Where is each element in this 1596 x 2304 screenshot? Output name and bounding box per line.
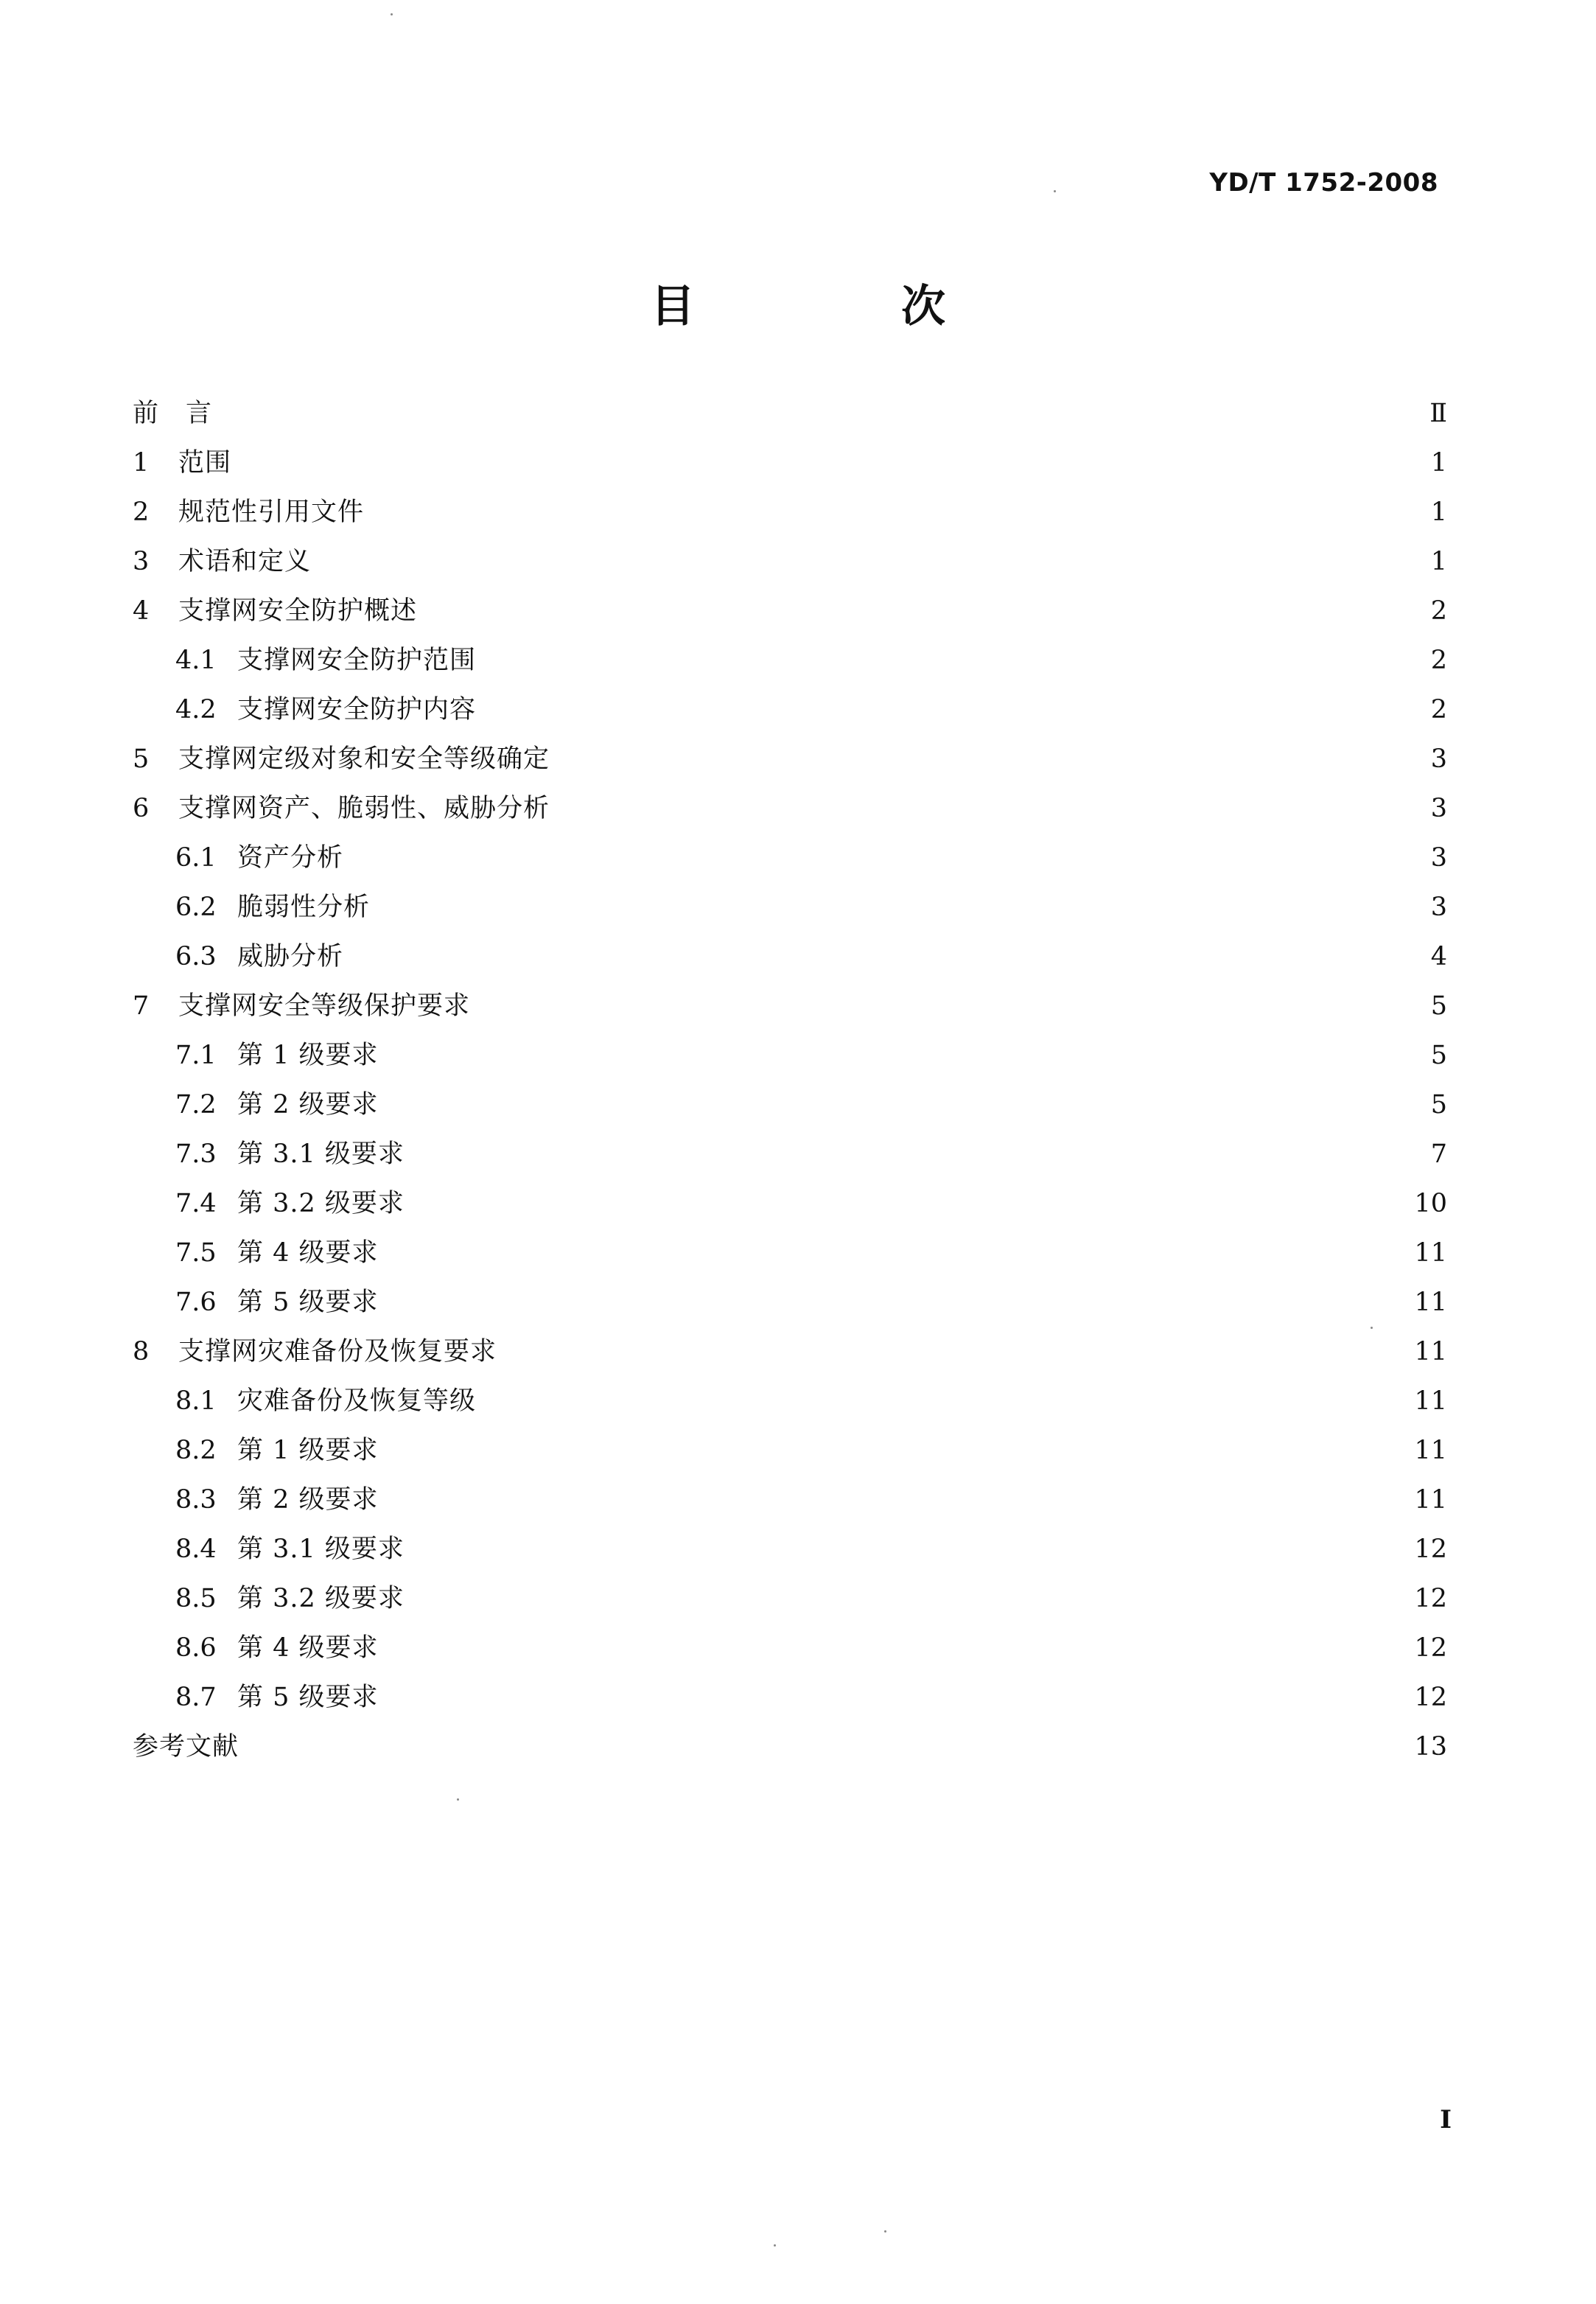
- toc-entry-number: 8.2: [175, 1436, 217, 1465]
- toc-entry[interactable]: [133, 587, 1447, 636]
- toc-entry-page: 3: [1430, 744, 1447, 774]
- dot-leader: [315, 549, 1427, 575]
- toc-entry-number: 8.7: [175, 1683, 217, 1712]
- scan-speck: [391, 13, 393, 15]
- dot-leader: [409, 1142, 1427, 1167]
- toc-entry-title: 第 2 级要求: [237, 1090, 379, 1120]
- toc-entry[interactable]: [133, 883, 1447, 932]
- dot-leader: [243, 1734, 1410, 1760]
- toc-entry-page: 3: [1430, 893, 1447, 922]
- toc-entry-page: 12: [1414, 1535, 1447, 1564]
- toc-entry[interactable]: [133, 1327, 1447, 1377]
- toc-entry-title: 第 3.2 级要求: [237, 1584, 405, 1613]
- toc-entry[interactable]: [133, 1624, 1447, 1673]
- toc-entry-number: 4.1: [175, 646, 217, 675]
- toc-entry-title: 参考文献: [133, 1732, 239, 1762]
- toc-entry-page: 11: [1414, 1436, 1447, 1465]
- toc-entry-title: 第 4 级要求: [237, 1238, 379, 1268]
- dot-leader: [409, 1537, 1410, 1563]
- table-of-contents: [133, 389, 1447, 1772]
- scan-speck: [1054, 190, 1056, 192]
- toc-entry-page: 11: [1414, 1386, 1447, 1416]
- toc-entry-page: 5: [1430, 1090, 1447, 1120]
- dot-leader: [383, 1685, 1410, 1711]
- toc-entry[interactable]: [133, 1574, 1447, 1624]
- toc-entry-number: 8.4: [175, 1535, 217, 1564]
- toc-entry-title: 第 5 级要求: [237, 1683, 379, 1712]
- page-title: 目 次: [651, 281, 1026, 332]
- toc-entry-page: 5: [1430, 991, 1447, 1021]
- toc-entry-number: 8.6: [175, 1633, 217, 1663]
- toc-entry-page: 11: [1414, 1238, 1447, 1268]
- toc-entry-number: 8.3: [175, 1485, 217, 1515]
- toc-entry-page: 10: [1414, 1189, 1447, 1218]
- toc-entry[interactable]: [133, 1130, 1447, 1179]
- toc-entry-page: 3: [1430, 794, 1447, 823]
- toc-entry-page: 11: [1414, 1288, 1447, 1317]
- dot-leader: [480, 1389, 1410, 1414]
- dot-leader: [480, 697, 1427, 723]
- dot-leader: [217, 401, 1425, 427]
- toc-entry-page: 1: [1430, 547, 1447, 576]
- toc-entry-page: 13: [1414, 1732, 1447, 1762]
- toc-entry-number: 7.1: [175, 1041, 217, 1070]
- dot-leader: [475, 994, 1427, 1019]
- toc-entry-page: 12: [1414, 1584, 1447, 1613]
- toc-entry-page: 11: [1414, 1337, 1447, 1366]
- toc-entry-number: 7.5: [175, 1238, 217, 1268]
- toc-entry-number: 6: [133, 794, 150, 823]
- toc-entry-title: 支撑网安全防护概述: [178, 596, 418, 626]
- toc-entry[interactable]: [133, 537, 1447, 587]
- toc-entry-page: 11: [1414, 1485, 1447, 1515]
- dot-leader: [383, 1043, 1427, 1069]
- toc-entry-title: 威胁分析: [237, 942, 344, 971]
- toc-entry[interactable]: [133, 636, 1447, 685]
- toc-entry-number: 8.5: [175, 1584, 217, 1613]
- dot-leader: [383, 1290, 1410, 1316]
- toc-entry-page: 4: [1430, 942, 1447, 971]
- toc-entry-title: 第 1 级要求: [237, 1436, 379, 1465]
- toc-entry[interactable]: [133, 1673, 1447, 1722]
- toc-entry-title: 支撑网灾难备份及恢复要求: [178, 1337, 497, 1366]
- toc-entry-title: 第 2 级要求: [237, 1485, 379, 1515]
- toc-entry[interactable]: [133, 1377, 1447, 1426]
- dot-leader: [480, 648, 1427, 674]
- toc-entry-number: 4.2: [175, 695, 217, 725]
- toc-entry-number: 5: [133, 744, 150, 774]
- toc-entry[interactable]: [133, 784, 1447, 834]
- dot-leader: [501, 1339, 1410, 1365]
- toc-entry[interactable]: [133, 488, 1447, 537]
- toc-entry-number: 7: [133, 991, 150, 1021]
- toc-entry-page: Ⅱ: [1429, 399, 1447, 428]
- toc-entry-title: 支撑网安全等级保护要求: [178, 991, 471, 1021]
- toc-entry-page: 2: [1430, 646, 1447, 675]
- toc-entry-title: 范围: [178, 448, 232, 478]
- toc-entry-number: 7.2: [175, 1090, 217, 1120]
- toc-entry-number: 4: [133, 596, 150, 626]
- toc-entry-number: 7.6: [175, 1288, 217, 1317]
- dot-leader: [383, 1438, 1410, 1464]
- toc-entry-page: 1: [1430, 498, 1447, 527]
- toc-entry-page: 3: [1430, 843, 1447, 873]
- toc-entry[interactable]: [133, 932, 1447, 982]
- toc-entry-number: 8.1: [175, 1386, 217, 1416]
- toc-entry-number: 1: [133, 448, 150, 478]
- toc-entry-title: 灾难备份及恢复等级: [237, 1386, 477, 1416]
- toc-entry[interactable]: [133, 389, 1447, 439]
- dot-leader: [236, 450, 1427, 476]
- toc-entry-page: 2: [1430, 596, 1447, 626]
- dot-leader: [348, 845, 1427, 871]
- toc-entry-page: 1: [1430, 448, 1447, 478]
- scan-speck: [884, 2230, 886, 2233]
- toc-entry-title: 第 1 级要求: [237, 1041, 379, 1070]
- toc-entry-title: 第 4 级要求: [237, 1633, 379, 1663]
- toc-entry-title: 第 3.1 级要求: [237, 1535, 405, 1564]
- toc-entry[interactable]: [133, 1031, 1447, 1081]
- toc-entry-number: 8: [133, 1337, 150, 1366]
- toc-entry-number: 2: [133, 498, 150, 527]
- toc-entry-title: 支撑网资产、脆弱性、威胁分析: [178, 794, 550, 823]
- dot-leader: [554, 796, 1427, 822]
- toc-entry[interactable]: [133, 834, 1447, 883]
- dot-leader: [383, 1092, 1427, 1118]
- dot-leader: [383, 1487, 1410, 1513]
- toc-entry-title: 第 3.2 级要求: [237, 1189, 405, 1218]
- toc-entry[interactable]: [133, 1525, 1447, 1574]
- toc-entry-page: 12: [1414, 1633, 1447, 1663]
- toc-entry-number: 7.3: [175, 1139, 217, 1169]
- dot-leader: [383, 1636, 1410, 1661]
- toc-entry[interactable]: [133, 1426, 1447, 1476]
- toc-entry[interactable]: [133, 1722, 1447, 1772]
- dot-leader: [368, 500, 1427, 526]
- scan-speck: [774, 2244, 776, 2247]
- toc-entry-page: 2: [1430, 695, 1447, 725]
- dot-leader: [409, 1586, 1410, 1612]
- toc-entry[interactable]: [133, 439, 1447, 488]
- scan-speck: [1371, 1327, 1373, 1329]
- dot-leader: [409, 1191, 1410, 1217]
- page-number: I: [1440, 2105, 1452, 2134]
- toc-entry-title: 前 言: [133, 399, 213, 428]
- toc-entry-page: 7: [1430, 1139, 1447, 1169]
- toc-entry-page: 5: [1430, 1041, 1447, 1070]
- toc-entry-number: 7.4: [175, 1189, 217, 1218]
- toc-entry-number: 6.2: [175, 893, 217, 922]
- toc-entry[interactable]: [133, 685, 1447, 735]
- toc-entry[interactable]: [133, 1476, 1447, 1525]
- toc-entry-title: 规范性引用文件: [178, 498, 365, 527]
- toc-entry-title: 术语和定义: [178, 547, 312, 576]
- toc-entry[interactable]: [133, 1179, 1447, 1229]
- toc-entry-title: 支撑网安全防护范围: [237, 646, 477, 675]
- toc-entry-page: 12: [1414, 1683, 1447, 1712]
- standard-number: YD/T 1752-2008: [1209, 168, 1438, 198]
- scan-speck: [457, 1798, 459, 1801]
- dot-leader: [554, 747, 1427, 772]
- toc-entry-title: 脆弱性分析: [237, 893, 371, 922]
- toc-entry-number: 3: [133, 547, 150, 576]
- toc-entry[interactable]: [133, 982, 1447, 1031]
- toc-entry-number: 6.3: [175, 942, 217, 971]
- toc-entry-title: 第 3.1 级要求: [237, 1139, 405, 1169]
- toc-entry[interactable]: [133, 1278, 1447, 1327]
- toc-entry-title: 第 5 级要求: [237, 1288, 379, 1317]
- toc-entry[interactable]: [133, 1081, 1447, 1130]
- dot-leader: [421, 598, 1427, 624]
- toc-entry-number: 6.1: [175, 843, 217, 873]
- toc-entry[interactable]: [133, 1229, 1447, 1278]
- toc-entry[interactable]: [133, 735, 1447, 784]
- dot-leader: [374, 895, 1427, 921]
- toc-entry-title: 支撑网安全防护内容: [237, 695, 477, 725]
- toc-entry-title: 支撑网定级对象和安全等级确定: [178, 744, 550, 774]
- toc-entry-title: 资产分析: [237, 843, 344, 873]
- dot-leader: [383, 1240, 1410, 1266]
- dot-leader: [348, 944, 1427, 970]
